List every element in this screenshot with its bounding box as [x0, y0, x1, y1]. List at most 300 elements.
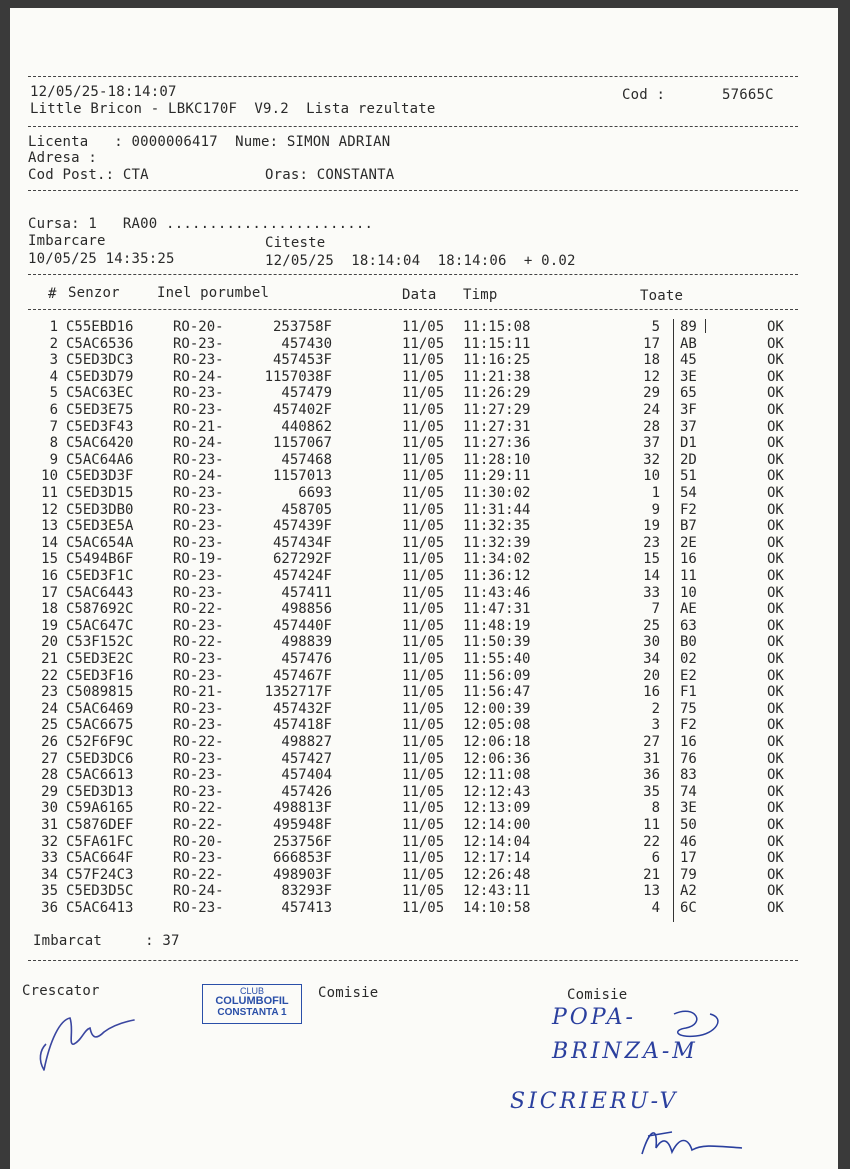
cell-data: 11/05 — [402, 651, 445, 667]
cell-data: 11/05 — [402, 468, 445, 485]
cell-senzor: C5089815 — [66, 684, 134, 701]
cell-n: 28 — [41, 767, 58, 784]
cell-a: 23 — [643, 534, 660, 551]
cell-data: 11/05 — [402, 667, 445, 684]
cell-timp: 11:27:31 — [463, 418, 531, 435]
cell-a: 12 — [643, 368, 660, 385]
cell-st: OK — [767, 883, 784, 900]
cell-a: 33 — [643, 584, 660, 601]
table-row — [0, 668, 850, 685]
cell-st: OK — [767, 335, 784, 352]
cell-a: 35 — [643, 783, 660, 800]
cell-n: 4 — [49, 368, 58, 385]
table-row — [0, 883, 850, 900]
cell-inel: 6693 — [298, 485, 332, 501]
cell-st: OK — [767, 700, 784, 717]
cell-inel: 457432F — [272, 700, 332, 717]
cell-data: 11/05 — [402, 634, 445, 651]
cell-ro: RO-22- — [173, 817, 224, 833]
cell-n: 34 — [41, 866, 58, 883]
cell-n: 24 — [41, 700, 58, 717]
cell-senzor: C5AC6469 — [66, 700, 134, 717]
stamp-line: COLUMBOFIL — [215, 995, 289, 1007]
cell-b: 45 — [680, 352, 697, 369]
cell-ro: RO-23- — [173, 352, 224, 369]
cell-senzor: C5ED3E5A — [66, 518, 134, 535]
cell-ro: RO-23- — [173, 451, 224, 468]
table-row — [0, 684, 850, 701]
cell-ro: RO-23- — [173, 717, 224, 734]
col-senzor: Senzor — [68, 285, 120, 301]
cell-a: 24 — [643, 402, 660, 418]
cell-ro: RO-23- — [173, 534, 224, 551]
cell-inel: 457418F — [272, 717, 332, 734]
cell-data: 11/05 — [402, 335, 445, 352]
cell-ro: RO-22- — [173, 734, 224, 750]
handwritten-name: BRINZA-M — [552, 1039, 698, 1064]
citeste-value: 12/05/25 18:14:04 18:14:06 + 0.02 — [265, 253, 576, 269]
divider — [28, 274, 798, 275]
table-row — [0, 751, 850, 768]
cell-inel: 457426 — [281, 783, 332, 800]
cell-timp: 11:50:39 — [463, 634, 531, 651]
cell-st: OK — [767, 767, 784, 784]
cell-ro: RO-24- — [173, 883, 224, 900]
cell-senzor: C5FA61FC — [66, 833, 134, 850]
cell-timp: 11:36:12 — [463, 568, 531, 584]
table-row — [0, 701, 850, 718]
cell-a: 2 — [651, 700, 660, 717]
col-data: Data — [402, 287, 437, 303]
cell-data: 11/05 — [402, 800, 445, 817]
initials-scribble — [666, 1004, 736, 1044]
cell-st: OK — [767, 352, 784, 369]
cell-ro: RO-22- — [173, 634, 224, 651]
cell-n: 25 — [41, 717, 58, 734]
cell-n: 15 — [41, 551, 58, 568]
cell-n: 36 — [41, 900, 58, 916]
cursa-line: Cursa: 1 RA00 ........................ — [28, 216, 374, 232]
table-row — [0, 419, 850, 436]
handwritten-name: POPA- — [552, 1005, 636, 1030]
cell-ro: RO-23- — [173, 750, 224, 767]
cell-timp: 12:06:36 — [463, 750, 531, 767]
cell-inel: 458705 — [281, 501, 332, 518]
cell-senzor: C5ED3E2C — [66, 651, 134, 667]
cell-inel: 457430 — [281, 335, 332, 352]
cell-data: 11/05 — [402, 368, 445, 385]
stamp-line: CLUB — [239, 986, 264, 996]
table-row — [0, 352, 850, 369]
cell-st: OK — [767, 651, 784, 667]
cell-a: 3 — [651, 717, 660, 734]
cell-inel: 457439F — [272, 518, 332, 535]
comisie-label-2: Comisie — [567, 987, 628, 1003]
divider — [28, 960, 798, 961]
cell-b: 89 — [680, 319, 697, 335]
cell-a: 8 — [651, 800, 660, 817]
cell-timp: 12:13:09 — [463, 800, 531, 817]
cell-senzor: C5ED3D3F — [66, 468, 134, 485]
cell-st: OK — [767, 551, 784, 568]
cell-b: 63 — [680, 617, 697, 634]
cell-inel: 457476 — [281, 651, 332, 667]
cell-timp: 11:48:19 — [463, 617, 531, 634]
cell-data: 11/05 — [402, 700, 445, 717]
cell-n: 11 — [41, 485, 58, 501]
imbarcare-label: Imbarcare — [28, 233, 106, 249]
table-row — [0, 518, 850, 535]
cell-a: 4 — [651, 900, 660, 916]
cell-senzor: C5AC6413 — [66, 900, 134, 916]
table-row — [0, 900, 850, 917]
cell-inel: 457413 — [281, 900, 332, 916]
stamp-line: CONSTANTA 1 — [217, 1007, 287, 1018]
cell-n: 9 — [49, 451, 58, 468]
cell-st: OK — [767, 717, 784, 734]
cell-b: 76 — [680, 750, 697, 767]
cell-data: 11/05 — [402, 817, 445, 833]
divider — [28, 126, 798, 127]
cell-timp: 12:05:08 — [463, 717, 531, 734]
cell-senzor: C5AC6536 — [66, 335, 134, 352]
cell-timp: 11:34:02 — [463, 551, 531, 568]
cell-n: 7 — [49, 418, 58, 435]
cell-data: 11/05 — [402, 767, 445, 784]
commission-signature — [632, 1118, 752, 1168]
cell-a: 5 — [651, 319, 660, 335]
cell-inel: 457467F — [272, 667, 332, 684]
cell-b: 83 — [680, 767, 697, 784]
col-toate: Toate — [640, 288, 684, 304]
table-row — [0, 435, 850, 452]
cell-data: 11/05 — [402, 717, 445, 734]
cell-senzor: C5ED3F1C — [66, 568, 134, 584]
cell-senzor: C5AC664F — [66, 850, 134, 867]
cell-n: 26 — [41, 734, 58, 750]
cell-senzor: C5ED3F16 — [66, 667, 134, 684]
program-title: Little Bricon - LBKC170F V9.2 Lista rezultate — [30, 101, 436, 117]
cell-data: 11/05 — [402, 601, 445, 618]
cell-n: 27 — [41, 750, 58, 767]
cell-data: 11/05 — [402, 435, 445, 452]
cell-n: 29 — [41, 783, 58, 800]
cell-timp: 12:06:18 — [463, 734, 531, 750]
cell-timp: 11:56:09 — [463, 667, 531, 684]
cell-ro: RO-20- — [173, 319, 224, 335]
cell-ro: RO-21- — [173, 684, 224, 701]
col-inel: Inel porumbel — [157, 285, 270, 301]
cell-timp: 12:00:39 — [463, 700, 531, 717]
table-row — [0, 651, 850, 668]
cell-inel: 83293F — [281, 883, 332, 900]
table-row — [0, 568, 850, 585]
licenta-line: Licenta : 0000006417 Nume: SIMON ADRIAN — [28, 134, 391, 150]
cell-a: 1 — [651, 485, 660, 501]
cell-timp: 11:29:11 — [463, 468, 531, 485]
cell-n: 2 — [49, 335, 58, 352]
cell-timp: 11:30:02 — [463, 485, 531, 501]
cell-a: 15 — [643, 551, 660, 568]
cell-st: OK — [767, 617, 784, 634]
cell-senzor: C5ED3D13 — [66, 783, 134, 800]
cell-st: OK — [767, 501, 784, 518]
cell-inel: 495948F — [272, 817, 332, 833]
cell-ro: RO-23- — [173, 617, 224, 634]
cell-ro: RO-23- — [173, 501, 224, 518]
cell-st: OK — [767, 568, 784, 584]
cell-b: AE — [680, 601, 697, 618]
cell-inel: 498839 — [281, 634, 332, 651]
cell-st: OK — [767, 534, 784, 551]
table-row — [0, 601, 850, 618]
cell-n: 22 — [41, 667, 58, 684]
cell-data: 11/05 — [402, 418, 445, 435]
cell-timp: 11:32:39 — [463, 534, 531, 551]
cell-ro: RO-23- — [173, 783, 224, 800]
cell-a: 21 — [643, 866, 660, 883]
cell-st: OK — [767, 684, 784, 701]
table-row — [0, 800, 850, 817]
cell-senzor: C5AC6613 — [66, 767, 134, 784]
cell-ro: RO-24- — [173, 368, 224, 385]
cell-timp: 11:27:29 — [463, 402, 531, 418]
cell-data: 11/05 — [402, 584, 445, 601]
cell-b: B7 — [680, 518, 697, 535]
cell-ro: RO-23- — [173, 767, 224, 784]
table-row — [0, 717, 850, 734]
cell-ro: RO-23- — [173, 485, 224, 501]
cell-a: 22 — [643, 833, 660, 850]
cell-a: 37 — [643, 435, 660, 452]
table-row — [0, 817, 850, 834]
cell-b: 2D — [680, 451, 697, 468]
cell-senzor: C5AC6420 — [66, 435, 134, 452]
cod-label: Cod : — [622, 87, 666, 103]
cell-timp: 12:14:00 — [463, 817, 531, 833]
cell-inel: 498827 — [281, 734, 332, 750]
cell-timp: 11:31:44 — [463, 501, 531, 518]
report-datetime: 12/05/25-18:14:07 — [30, 84, 177, 100]
cell-data: 11/05 — [402, 883, 445, 900]
cell-timp: 12:43:11 — [463, 883, 531, 900]
cell-st: OK — [767, 368, 784, 385]
cell-ro: RO-24- — [173, 435, 224, 452]
cell-b: B0 — [680, 634, 697, 651]
cell-a: 20 — [643, 667, 660, 684]
cell-a: 9 — [651, 501, 660, 518]
cell-n: 21 — [41, 651, 58, 667]
cell-senzor: C5ED3D15 — [66, 485, 134, 501]
cell-b: AB — [680, 335, 697, 352]
cell-ro: RO-23- — [173, 700, 224, 717]
cell-st: OK — [767, 418, 784, 435]
cell-b: 17 — [680, 850, 697, 867]
cell-b: 74 — [680, 783, 697, 800]
cell-st: OK — [767, 584, 784, 601]
cell-ro: RO-23- — [173, 385, 224, 402]
cell-n: 12 — [41, 501, 58, 518]
cell-ro: RO-23- — [173, 584, 224, 601]
cell-b: 02 — [680, 651, 697, 667]
cell-b: 10 — [680, 584, 697, 601]
cell-a: 16 — [643, 684, 660, 701]
cell-n: 17 — [41, 584, 58, 601]
cell-a: 7 — [651, 601, 660, 618]
cell-b: 16 — [680, 734, 697, 750]
cell-data: 11/05 — [402, 734, 445, 750]
cell-data: 11/05 — [402, 551, 445, 568]
cell-inel: 498903F — [272, 866, 332, 883]
table-row — [0, 369, 850, 386]
cell-st: OK — [767, 435, 784, 452]
cell-timp: 12:26:48 — [463, 866, 531, 883]
cell-inel: 457424F — [272, 568, 332, 584]
cell-senzor: C5ED3E75 — [66, 402, 134, 418]
cell-timp: 12:14:04 — [463, 833, 531, 850]
cell-a: 25 — [643, 617, 660, 634]
divider — [28, 76, 798, 77]
cell-inel: 498813F — [272, 800, 332, 817]
cell-timp: 11:21:38 — [463, 368, 531, 385]
table-row — [0, 850, 850, 867]
cell-data: 11/05 — [402, 352, 445, 369]
cell-a: 29 — [643, 385, 660, 402]
cell-st: OK — [767, 734, 784, 750]
cell-a: 30 — [643, 634, 660, 651]
cell-b: 3E — [680, 368, 697, 385]
cell-ro: RO-22- — [173, 866, 224, 883]
cell-st: OK — [767, 402, 784, 418]
table-row — [0, 784, 850, 801]
cell-timp: 11:47:31 — [463, 601, 531, 618]
cell-ro: RO-19- — [173, 551, 224, 568]
cell-st: OK — [767, 667, 784, 684]
cell-st: OK — [767, 451, 784, 468]
cell-n: 16 — [41, 568, 58, 584]
cell-senzor: C5AC647C — [66, 617, 134, 634]
cell-senzor: C5AC64A6 — [66, 451, 134, 468]
cell-inel: 1157013 — [272, 468, 332, 485]
table-row — [0, 767, 850, 784]
cell-senzor: C5ED3DB0 — [66, 501, 134, 518]
cell-data: 11/05 — [402, 485, 445, 501]
cod-postal: Cod Post.: CTA — [28, 167, 149, 183]
table-row — [0, 618, 850, 635]
divider — [28, 190, 798, 191]
table-row — [0, 834, 850, 851]
cell-timp: 11:27:36 — [463, 435, 531, 452]
cell-ro: RO-23- — [173, 850, 224, 867]
cell-st: OK — [767, 385, 784, 402]
cell-n: 6 — [49, 402, 58, 418]
table-row — [0, 402, 850, 419]
cell-data: 11/05 — [402, 850, 445, 867]
cell-n: 8 — [49, 435, 58, 452]
cell-n: 18 — [41, 601, 58, 618]
cell-b: F2 — [680, 501, 697, 518]
cell-inel: 457427 — [281, 750, 332, 767]
cell-timp: 11:15:11 — [463, 335, 531, 352]
cell-st: OK — [767, 833, 784, 850]
cell-st: OK — [767, 866, 784, 883]
cell-inel: 666853F — [272, 850, 332, 867]
cell-n: 1 — [49, 319, 58, 335]
crescator-label: Crescator — [22, 983, 100, 999]
cell-timp: 12:17:14 — [463, 850, 531, 867]
cell-timp: 11:43:46 — [463, 584, 531, 601]
cell-a: 18 — [643, 352, 660, 369]
cell-a: 31 — [643, 750, 660, 767]
cell-a: 17 — [643, 335, 660, 352]
cell-a: 13 — [643, 883, 660, 900]
cell-ro: RO-24- — [173, 468, 224, 485]
cell-timp: 11:28:10 — [463, 451, 531, 468]
cell-n: 14 — [41, 534, 58, 551]
cell-ro: RO-23- — [173, 402, 224, 418]
cell-n: 32 — [41, 833, 58, 850]
cell-b: 11 — [680, 568, 697, 584]
cell-st: OK — [767, 800, 784, 817]
cell-data: 11/05 — [402, 833, 445, 850]
cod-value: 57665C — [722, 87, 774, 103]
cell-inel: 457479 — [281, 385, 332, 402]
cell-st: OK — [767, 850, 784, 867]
cell-ro: RO-23- — [173, 667, 224, 684]
cell-a: 10 — [643, 468, 660, 485]
cell-senzor: C5ED3D79 — [66, 368, 134, 385]
divider — [28, 309, 798, 310]
table-row — [0, 485, 850, 502]
table-row — [0, 502, 850, 519]
cell-ro: RO-21- — [173, 418, 224, 435]
cell-st: OK — [767, 601, 784, 618]
cell-ro: RO-23- — [173, 568, 224, 584]
cell-st: OK — [767, 518, 784, 535]
cell-senzor: C5ED3D5C — [66, 883, 134, 900]
cell-ro: RO-23- — [173, 335, 224, 352]
cell-senzor: C5876DEF — [66, 817, 134, 833]
cell-n: 33 — [41, 850, 58, 867]
cell-ro: RO-22- — [173, 800, 224, 817]
cell-b: F1 — [680, 684, 697, 701]
cell-ro: RO-23- — [173, 518, 224, 535]
cell-data: 11/05 — [402, 783, 445, 800]
cell-senzor: C55EBD16 — [66, 319, 134, 335]
cell-b: 2E — [680, 534, 697, 551]
table-row — [0, 468, 850, 485]
cell-b: 16 — [680, 551, 697, 568]
cell-n: 35 — [41, 883, 58, 900]
cell-n: 5 — [49, 385, 58, 402]
cell-senzor: C5AC6443 — [66, 584, 134, 601]
cell-n: 30 — [41, 800, 58, 817]
cell-timp: 11:15:08 — [463, 319, 531, 335]
cell-inel: 457411 — [281, 584, 332, 601]
cell-inel: 627292F — [272, 551, 332, 568]
cell-senzor: C52F6F9C — [66, 734, 134, 750]
cell-senzor: C5ED3DC3 — [66, 352, 134, 369]
cell-inel: 253756F — [272, 833, 332, 850]
cell-data: 11/05 — [402, 750, 445, 767]
cell-st: OK — [767, 783, 784, 800]
cell-a: 14 — [643, 568, 660, 584]
cell-ro: RO-22- — [173, 601, 224, 618]
cell-n: 20 — [41, 634, 58, 651]
cell-data: 11/05 — [402, 900, 445, 916]
cell-data: 11/05 — [402, 385, 445, 402]
cell-senzor: C53F152C — [66, 634, 134, 651]
